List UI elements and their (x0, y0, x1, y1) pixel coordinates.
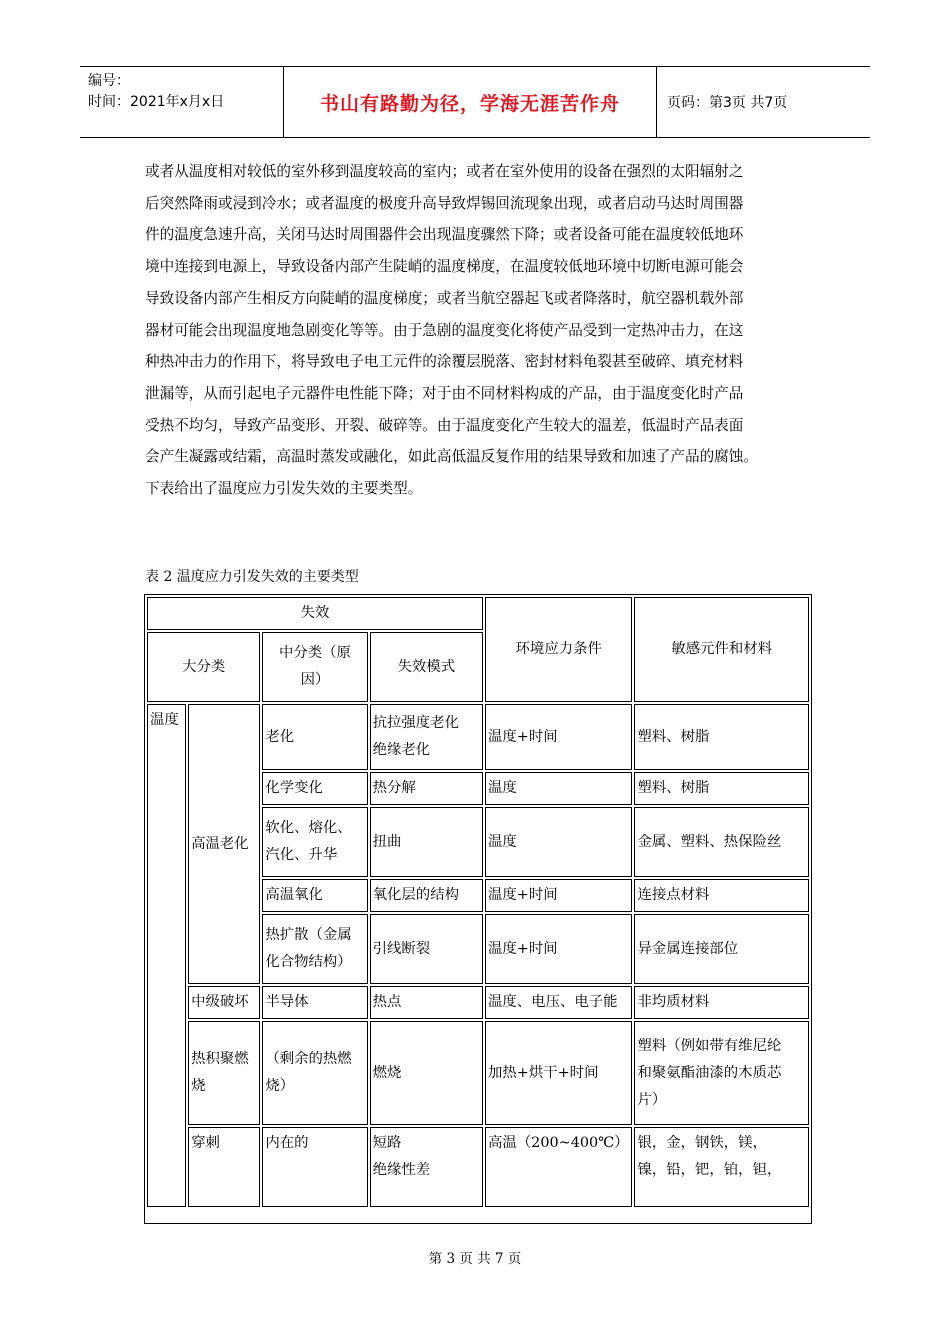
body-line: 泄漏等，从而引起电子元器件电性能下降；对于由不同材料构成的产品，由于温度变化时产品 (145, 384, 744, 402)
body-line: 导致设备内部产生相反方向陡峭的温度梯度；或者当航空器起飞或者降落时，航空器机载外部 (145, 289, 744, 307)
failure-mode-cell: 扭曲 (370, 807, 483, 877)
page-header (80, 66, 870, 138)
failure-mode-cell: 抗拉强度老化 绝缘老化 (370, 704, 483, 770)
mid-class-cell: 老化 (262, 704, 367, 770)
env-condition-cell: 温度+时间 (485, 704, 632, 770)
header-page-number: 页码：第3页 共7页 (667, 95, 788, 111)
table-row (147, 1127, 809, 1207)
table-row (147, 704, 809, 770)
env-condition-cell: 温度 (485, 807, 632, 877)
mid-class-cell: 软化、熔化、 汽化、升华 (262, 807, 367, 877)
material-cell: 银，金，钢铁，镁， 镍，铅，钯，铂，钽， (634, 1127, 809, 1207)
body-line: 境中连接到电源上，导致设备内部产生陡峭的温度梯度，在温度较低地环境中切断电源可能会 (145, 258, 744, 276)
body-line: 后突然降雨或浸到冷水；或者温度的极度升高导致焊锡回流现象出现，或者启动马达时周围器 (145, 194, 744, 212)
major-class-temperature: 温度 (147, 704, 186, 1207)
table-row (147, 986, 809, 1019)
mid-class-cell: 高温氧化 (262, 879, 367, 912)
body-line: 件的温度急速升高，关闭马达时周围器件会出现温度骤然下降；或者设备可能在温度较低地环 (145, 226, 744, 244)
failure-mode-cell: 燃烧 (370, 1021, 483, 1125)
table-header-row (147, 597, 809, 630)
env-condition-cell: 温度+时间 (485, 879, 632, 912)
env-condition-cell: 温度、电压、电子能 (485, 986, 632, 1019)
material-cell: 塑料（例如带有维尼纶 和聚氨酯油漆的木质芯 片） (634, 1021, 809, 1125)
header-meta (80, 67, 284, 137)
failure-mode-cell: 引线断裂 (370, 914, 483, 984)
material-cell: 金属、塑料、热保险丝 (634, 807, 809, 877)
header-failure-mode: 失效模式 (370, 632, 483, 702)
env-condition-cell: 温度+时间 (485, 914, 632, 984)
header-motto: 书山有路勤为径，学海无涯苦作舟 (284, 67, 657, 137)
body-line: 种热冲击力的作用下，将导致电子电工元件的涂覆层脱落、密封材料龟裂甚至破碎、填充材料 (145, 353, 744, 371)
group-cell: 热积聚燃 烧 (188, 1021, 260, 1125)
header-sensitive-material: 敏感元件和材料 (634, 597, 809, 702)
failure-mode-cell: 氧化层的结构 (370, 879, 483, 912)
page-footer: 第 3 页 共 7 页 (428, 1251, 522, 1267)
mid-class-cell: 半导体 (262, 986, 367, 1019)
mid-class-cell: （剩余的热燃 烧） (262, 1021, 367, 1125)
material-cell: 非均质材料 (634, 986, 809, 1019)
material-cell: 塑料、树脂 (634, 704, 809, 770)
material-cell: 异金属连接部位 (634, 914, 809, 984)
env-condition-cell: 高温（200~400℃） (485, 1127, 632, 1207)
material-cell: 塑料、树脂 (634, 772, 809, 805)
table-caption: 表 2 温度应力引发失效的主要类型 (145, 569, 359, 585)
env-condition-cell: 温度 (485, 772, 632, 805)
body-line: 会产生凝露或结霜，高温时蒸发或融化，如此高低温反复作用的结果导致和加速了产品的腐蚀。 (145, 448, 758, 466)
material-cell: 连接点材料 (634, 879, 809, 912)
document-time: 时间：2021年x月x日 (88, 94, 225, 110)
group-high-temp-aging: 高温老化 (188, 704, 260, 984)
failure-mode-cell: 热分解 (370, 772, 483, 805)
table-row (147, 1021, 809, 1125)
body-line: 受热不均匀，导致产品变形、开裂、破碎等。由于温度变化产生较大的温差，低温时产品表面 (145, 416, 744, 434)
body-line: 或者从温度相对较低的室外移到温度较高的室内；或者在室外使用的设备在强烈的太阳辐射之 (145, 163, 744, 180)
header-major-class: 大分类 (147, 632, 260, 702)
env-condition-cell: 加热+烘干+时间 (485, 1021, 632, 1125)
failure-mode-cell: 热点 (370, 986, 483, 1019)
mid-class-cell: 内在的 (262, 1127, 367, 1207)
header-mid-class: 中分类（原 因） (262, 632, 367, 702)
mid-class-cell: 化学变化 (262, 772, 367, 805)
header-failure: 失效 (147, 597, 483, 630)
failure-mode-cell: 短路 绝缘性差 (370, 1127, 483, 1207)
group-cell: 中级破坏 (188, 986, 260, 1019)
body-line: 器材可能会出现温度地急剧变化等等。由于急剧的温度变化将使产品受到一定热冲击力，在这 (145, 321, 744, 339)
failure-table (144, 594, 812, 1224)
mid-class-cell: 热扩散（金属 化合物结构） (262, 914, 367, 984)
body-paragraph (145, 156, 815, 505)
header-env-condition: 环境应力条件 (485, 597, 632, 702)
group-cell: 穿刺 (188, 1127, 260, 1207)
document-number: 编号： (88, 73, 130, 89)
body-line: 下表给出了温度应力引发失效的主要类型。 (145, 480, 423, 498)
